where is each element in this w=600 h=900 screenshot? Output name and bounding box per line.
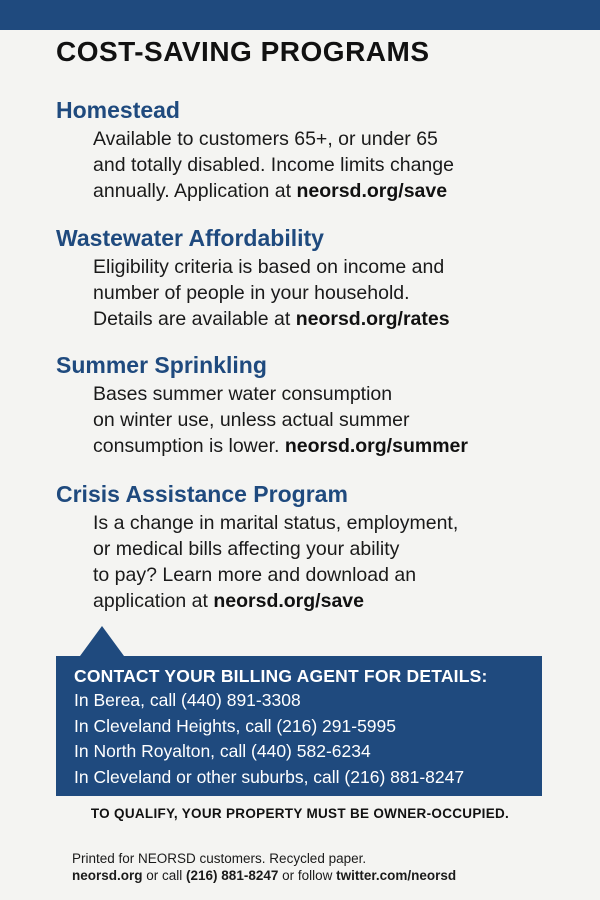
desc-line: Is a change in marital status, employment, bbox=[93, 512, 459, 534]
desc-line: consumption is lower. bbox=[93, 435, 285, 457]
contact-box bbox=[56, 656, 542, 796]
qualify-note: TO QUALIFY, YOUR PROPERTY MUST BE OWNER-OCCUPIED. bbox=[90, 806, 510, 821]
footer-text: or follow bbox=[278, 868, 337, 883]
callout-pointer bbox=[80, 626, 124, 656]
footer-phone: (216) 881-8247 bbox=[186, 868, 279, 883]
desc-line: Details are available at bbox=[93, 308, 296, 330]
program-link[interactable]: neorsd.org/rates bbox=[295, 308, 450, 330]
desc-line: and totally disabled. Income limits change bbox=[93, 154, 454, 176]
desc-line: application at bbox=[93, 590, 214, 612]
program-wastewater-affordability bbox=[56, 224, 556, 332]
page-title: COST-SAVING PROGRAMS bbox=[56, 36, 430, 67]
footer-text: or call bbox=[142, 868, 187, 883]
footer-line-1: Printed for NEORSD customers. Recycled paper. bbox=[72, 851, 367, 866]
footer-line-2 bbox=[72, 867, 456, 884]
program-description bbox=[93, 381, 556, 459]
program-heading: Summer Sprinkling bbox=[56, 352, 267, 378]
program-heading: Wastewater Affordability bbox=[56, 225, 324, 251]
desc-line: Bases summer water consumption bbox=[93, 383, 393, 405]
contact-line-cleveland: In Cleveland or other suburbs, call (216) 881-8247 bbox=[74, 766, 465, 787]
program-summer-sprinkling bbox=[56, 351, 556, 459]
contact-line-north-royalton: In North Royalton, call (440) 582-6234 bbox=[74, 741, 371, 761]
footer-website-link[interactable]: neorsd.org bbox=[72, 868, 143, 883]
program-link[interactable]: neorsd.org/save bbox=[213, 590, 364, 612]
program-heading: Crisis Assistance Program bbox=[56, 481, 348, 507]
desc-line: on winter use, unless actual summer bbox=[93, 409, 410, 431]
contact-line-berea: In Berea, call (440) 891-3308 bbox=[74, 690, 301, 710]
program-description bbox=[93, 126, 556, 204]
top-bar bbox=[0, 0, 600, 30]
program-link[interactable]: neorsd.org/save bbox=[296, 180, 448, 202]
desc-line: or medical bills affecting your ability bbox=[93, 538, 400, 560]
footer bbox=[72, 850, 456, 884]
contact-heading: CONTACT YOUR BILLING AGENT FOR DETAILS: bbox=[74, 666, 488, 686]
desc-line: Available to customers 65+, or under 65 bbox=[93, 128, 438, 150]
contact-line-cleveland-heights: In Cleveland Heights, call (216) 291-5995 bbox=[74, 715, 396, 736]
program-crisis-assistance bbox=[56, 480, 556, 614]
desc-line: to pay? Learn more and download an bbox=[93, 564, 417, 586]
desc-line: annually. Application at bbox=[93, 180, 297, 202]
program-heading: Homestead bbox=[56, 97, 180, 123]
desc-line: number of people in your household. bbox=[93, 282, 410, 304]
desc-line: Eligibility criteria is based on income and bbox=[93, 256, 445, 278]
program-link[interactable]: neorsd.org/summer bbox=[284, 435, 468, 457]
footer-twitter-link[interactable]: twitter.com/neorsd bbox=[336, 868, 457, 883]
program-description bbox=[93, 254, 556, 332]
program-homestead bbox=[56, 96, 556, 204]
program-description bbox=[93, 510, 556, 614]
